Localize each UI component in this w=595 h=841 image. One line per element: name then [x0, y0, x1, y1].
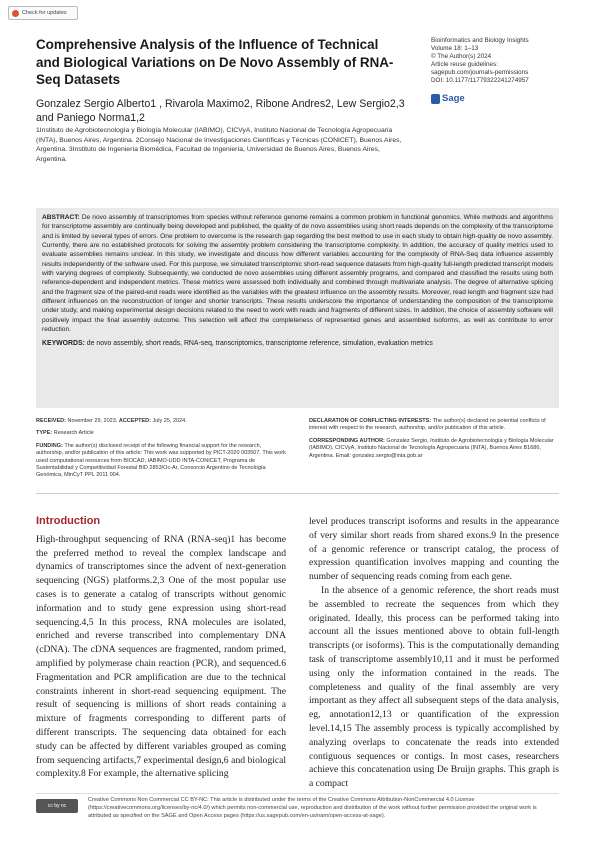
journal-permissions-link[interactable]: sagepub.com/journals-permissions: [431, 68, 529, 76]
corresponding-label: CORRESPONDING AUTHOR:: [309, 437, 385, 444]
conflict-text: The author(s) declared no potential conflicts of interest with respect to the research, authorship, and/or publication of this article.: [309, 418, 546, 432]
body-column-left: [36, 515, 286, 781]
keywords: [42, 340, 553, 347]
accepted-label: ACCEPTED:: [118, 418, 151, 424]
journal-doi[interactable]: DOI: 10.1177/11779322241274957: [431, 76, 529, 84]
cc-label: cc by nc: [47, 803, 67, 809]
journal-info: [431, 37, 581, 84]
abstract-text: De novo assembly of transcriptomes from species without reference genome remains a common problem in functional genomics. While methods and algorithms for transcriptome assembly are continually being developed and published, the quality of de novo assemblies using short reads depends on the complexity of the transcriptome and is limited by several types of errors. One problem to overcome is the research gap regarding the best method to use in each study to obtain high-quality de novo assembly. Currently, there are no established protocols for solving the assembly problem considering the transcriptome complexity. In addition, the accuracy of quality metrics used to evaluate assemblies remains unclear. In this study, we investigate and discuss how different variables accounting for the complexity of RNA-Seq data influence assembly results independently of the software used. For this purpose, we simulated transcriptomic short-read sequence datasets from high-quality full-length predicted transcript models with varying degrees of complexity. Subsequently, we conducted de novo assemblies using different assembly programs, and compared and classified the results using both reference-dependent and independent metrics. These metrics were assessed both individually and combined through multivariate analysis. The degree of alternative splicing and the fragment size of the paired-end reads were identified as the variables with the greatest influence on the assembly results. Moreover, read length and fragment size had different influences on the reconstruction of longer and shorter transcripts. These results underscore the importance of understanding the composition of the transcriptome under study, and making experimental design decisions related to the need to work with reads and fragments of different sizes. In addition, the choice of assembly software will positively impact the final assembly outcome. This selection will affect the completeness of represented genes and assembled isoforms, as well as contribute to error reduction.: [42, 214, 554, 334]
received-date: November 29, 2023.: [67, 418, 118, 424]
journal-copyright: © The Author(s) 2024: [431, 52, 492, 60]
sage-icon: [431, 94, 440, 104]
accepted-date: July 25, 2024.: [152, 418, 187, 424]
article-meta-left: [36, 418, 286, 480]
body-column-right: [309, 515, 559, 791]
check-updates-icon: [12, 10, 19, 17]
abstract: [42, 213, 553, 334]
keywords-text: de novo assembly, short reads, RNA-seq, transcriptomics, transcriptome reference, simulation, evaluation metrics: [86, 340, 433, 348]
body-paragraph: level produces transcript isoforms and results in the appearance of very similar short reads from shared exons.9 In the presence of a genomic reference or transcript catalog, the process of expression quantification involves mapping and counting the number of sequencing reads coming from each gene.: [309, 516, 559, 583]
publisher-name: Sage: [442, 93, 465, 104]
footer-divider: [36, 793, 559, 794]
funding-text: The author(s) disclosed receipt of the following financial support for the research, authorship, and/or publication of this article: This work was supported by PICT-2020 003507. This work used computational resources from BIOCAD, IABIMO-UDD INTA-CONICET, Programa de Sustentabilidad y Competitividad Forestal BID 2853/Oc-Ar, Consorcio Argentino de Tecnología Genómica, MinCyT PPL 2011 004.: [36, 442, 286, 479]
type-label: TYPE:: [36, 430, 53, 437]
author-list: Gonzalez Sergio Alberto1 , Rivarola Maximo2, Ribone Andres2, Lew Sergio2,3 and Paniego Norma1,2: [36, 98, 405, 124]
license-footer: Creative Commons Non Commercial CC BY-NC: This article is distributed under the terms of the Creative Commons Attribution-NonCommercial 4.0 License (https://creativecommons.org/licenses/by-nc/4.0/) which permits non-commercial use, reproduction and distribution of the work without further permission provided the original work is attributed as specified on the SAGE and Open Access pages (https://us.sagepub.com/en-us/nam/open-access-at-sage).: [88, 797, 537, 819]
journal-reuse: Article reuse guidelines:: [431, 60, 498, 68]
funding-label: FUNDING:: [36, 442, 63, 449]
conflict-label: DECLARATION OF CONFLICTING INTERESTS:: [309, 418, 432, 424]
cc-license-icon: [36, 799, 78, 813]
divider: [36, 493, 559, 494]
abstract-box: [36, 208, 559, 408]
publisher-logo: [431, 93, 465, 104]
body-paragraph: In the absence of a genomic reference, the short reads must be assembled to recreate the sequences from which they originated. Ideally, this process can be performed taking into account all the issues mentioned above to obtain full-length transcripts (or isoforms). This is the computationally demanding task of transcriptome assembly10,11 and it must be performed using only the information contained in the reads. The completeness and quality of the final assembly are very important as they affect all subsequent steps of the data analysis, eg, annotation12,13 or quantification of the expression level.14,15 The assembly process is typically accomplished by analyzing overlaps to concatenate the reads into extended contiguous sequences or contigs. In most cases, researchers achieve this concatenation using De Bruijn graphs. This graph is a compact: [309, 584, 559, 790]
corresponding-text: Gonzalez Sergio, Instituto de Agrobiotecnología y Biología Molecular (IABIMO), CICVyA, Instituto Nacional de Tecnología Agropecuaria (INTA), Buenos Aires B1686, Argentina. Email: gonzalez.sergio@inta.gob.ar: [309, 437, 554, 459]
journal-volume: Volume 18: 1–13: [431, 44, 479, 52]
body-paragraph: High-throughput sequencing of RNA (RNA-seq)1 has become the preferred method to reveal the complex landscape and dynamics of transcriptomes since the advent of next-generation sequencing (NGS) platforms.2,3 One of the most popular use cases is to generate a catalog of transcripts without genomic information and to study gene expression using short-read sequencing.4,5 In this process, RNA molecules are isolated, enriched and reverse transcribed into complementary DNA (cDNA). The cDNA sequences are fragmented, random primed, amplified by polymerase chain reaction (PCR), and sequenced.6 Fragmentation and PCR amplification are due to the technical constraints inherent in short-read sequencing equipment. The result of sequencing is millions of short reads containing a mixture of fragments corresponding to different parts of different transcripts. The sequencing data obtained for each study can be affected by different variables grouped as coming from sequencing artifacts,7 experimental design,6 and biological complexity.8 For example, the alternative splicing: [36, 533, 286, 780]
affiliations: 1Instituto de Agrobiotecnología y Biología Molecular (IABIMO), CICVyA, Instituto Nacional de Tecnología Agropecuaria (INTA), Buenos Aires, Argentina. 2Consejo Nacional de Investigaciones Científicas y Técnicas (CONICET), Buenos Aires, Argentina. 3Instituto de Ingeniería Biomédica, Facultad de Ingeniería, Universidad de Buenos Aires, Buenos Aires, Argentina.: [36, 127, 402, 163]
journal-name: Bioinformatics and Biology Insights: [431, 37, 529, 44]
received-label: RECEIVED:: [36, 418, 66, 424]
keywords-label: KEYWORDS:: [42, 340, 85, 348]
article-type: Research Article: [53, 430, 94, 437]
check-updates-label: Check for updates: [22, 10, 67, 16]
check-for-updates-button[interactable]: [8, 6, 78, 20]
section-heading-introduction: Introduction: [36, 515, 101, 527]
abstract-label: ABSTRACT:: [42, 214, 80, 221]
article-title: Comprehensive Analysis of the Influence of Technical and Biological Variations on De Novo Assembly of RNA-Seq Datasets: [36, 37, 394, 87]
article-meta-right: [309, 418, 559, 460]
